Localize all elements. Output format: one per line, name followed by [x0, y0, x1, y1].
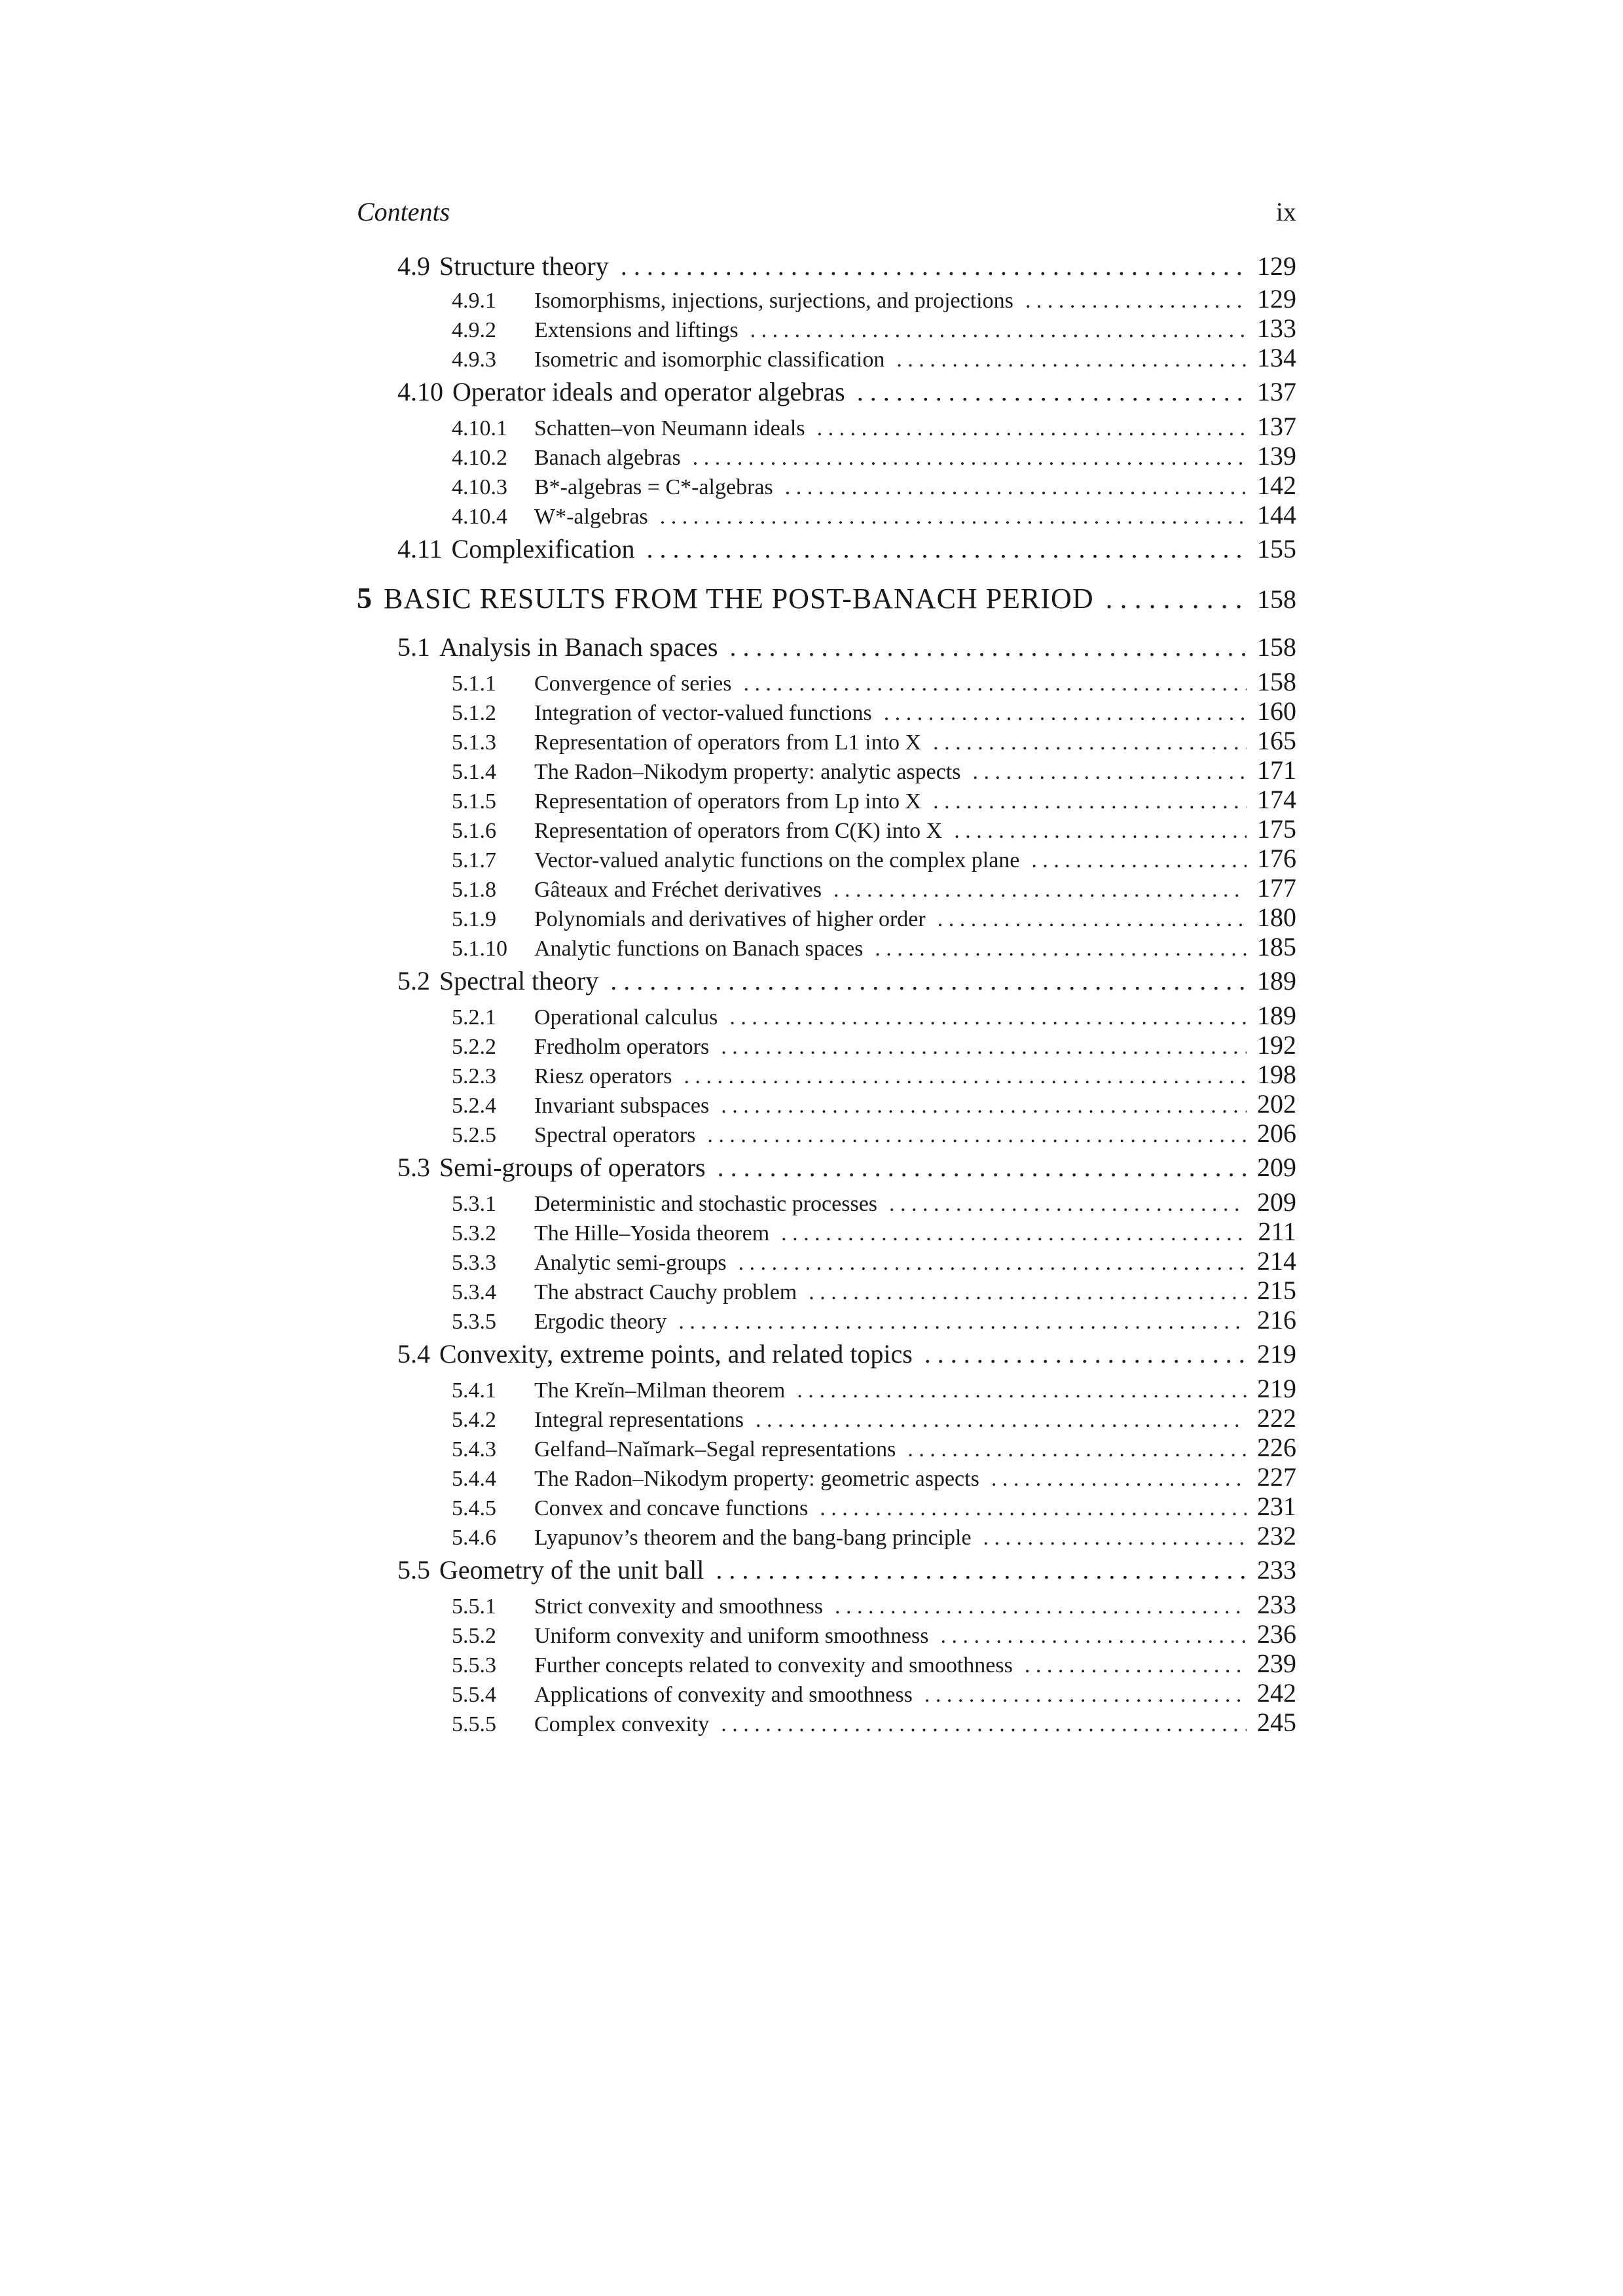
entry-number: 5.4.2 [452, 1408, 496, 1432]
running-title: Contents [357, 197, 450, 226]
toc-subsection-entry[interactable] [357, 441, 1296, 471]
entry-page-number: 185 [1257, 932, 1296, 961]
entry-page-number: 233 [1257, 1555, 1296, 1585]
entry-number: 5.4 [397, 1339, 430, 1369]
dot-leader [684, 1062, 1247, 1091]
entry-page-number: 189 [1257, 1001, 1296, 1030]
entry-number: 5.4.4 [452, 1467, 496, 1491]
dot-leader [729, 628, 1247, 667]
entry-page-number: 236 [1257, 1619, 1296, 1649]
entry-page-number: 160 [1257, 696, 1296, 726]
dot-leader [721, 1710, 1247, 1739]
entry-title: Fredholm operators [534, 1035, 710, 1059]
dot-leader [660, 502, 1247, 531]
entry-number: 5.1.3 [452, 730, 496, 755]
entry-page-number: 233 [1257, 1590, 1296, 1619]
entry-title: The Radon–Nikodym property: analytic aspects [534, 760, 961, 784]
entry-title: Further concepts related to convexity and smoothness [534, 1653, 1013, 1677]
dot-leader [896, 345, 1247, 374]
entry-number: 4.10 [397, 377, 443, 406]
entry-page-number: 192 [1257, 1030, 1296, 1060]
entry-page-number: 227 [1257, 1462, 1296, 1492]
entry-number: 5.2.3 [452, 1064, 496, 1088]
toc-subsection-entry[interactable] [357, 1403, 1296, 1433]
entry-title: BASIC RESULTS FROM THE POST-BANACH PERIOD [384, 583, 1094, 615]
entry-number: 5.4.3 [452, 1437, 496, 1462]
entry-number: 4.9.1 [452, 289, 496, 313]
entry-title: Representation of operators from Lp into X [534, 789, 922, 814]
entry-number: 5.3.5 [452, 1310, 496, 1334]
toc-subsection-entry[interactable] [357, 1217, 1296, 1246]
dot-leader [718, 1148, 1247, 1187]
toc-subsection-entry[interactable] [357, 1276, 1296, 1305]
entry-title: Riesz operators [534, 1064, 672, 1088]
entry-title: Convergence of series [534, 672, 732, 696]
entry-page-number: 158 [1257, 584, 1296, 614]
toc-subsection-entry[interactable] [357, 755, 1296, 785]
dot-leader [621, 249, 1247, 284]
entry-number: 5.3.2 [452, 1221, 496, 1246]
dot-leader [833, 875, 1247, 905]
entry-title: Banach algebras [534, 446, 681, 470]
toc-subsection-entry[interactable] [357, 1089, 1296, 1119]
toc-subsection-entry[interactable] [357, 412, 1296, 441]
entry-number: 5.1.8 [452, 878, 496, 902]
dot-leader [785, 473, 1247, 502]
entry-title: The abstract Cauchy problem [534, 1280, 797, 1304]
toc-subsection-entry[interactable] [357, 1649, 1296, 1678]
toc-subsection-entry[interactable] [357, 1678, 1296, 1708]
entry-page-number: 139 [1257, 441, 1296, 471]
entry-page-number: 226 [1257, 1433, 1296, 1462]
toc-subsection-entry[interactable] [357, 1492, 1296, 1521]
entry-page-number: 129 [1257, 251, 1296, 281]
entry-page-number: 242 [1257, 1678, 1296, 1708]
entry-title: Operational calculus [534, 1005, 718, 1030]
toc-subsection-entry[interactable] [357, 1590, 1296, 1619]
dot-leader [781, 1219, 1247, 1248]
toc-subsection-entry[interactable] [357, 785, 1296, 814]
entry-title: Ergodic theory [534, 1310, 667, 1334]
entry-number: 5.1.9 [452, 907, 496, 931]
entry-number: 5.1 [397, 632, 430, 662]
entry-number: 5.1.7 [452, 848, 496, 872]
entry-title: The Radon–Nikodym property: geometric aspects [534, 1467, 979, 1491]
entry-title: Isomorphisms, injections, surjections, and projections [534, 289, 1013, 313]
toc-subsection-entry[interactable] [357, 1708, 1296, 1737]
toc-subsection-entry[interactable] [357, 873, 1296, 903]
dot-leader [721, 1091, 1247, 1121]
entry-number: 4.9 [397, 251, 430, 281]
dot-leader [973, 757, 1247, 787]
entry-number: 4.11 [397, 534, 443, 564]
entry-page-number: 214 [1257, 1246, 1296, 1276]
entry-number: 5 [357, 581, 372, 615]
dot-leader [938, 905, 1247, 934]
entry-number: 4.10.4 [452, 505, 507, 529]
entry-page-number: 231 [1257, 1492, 1296, 1521]
entry-title: Spectral theory [439, 966, 599, 996]
entry-number: 5.4.1 [452, 1378, 496, 1403]
entry-page-number: 134 [1257, 343, 1296, 372]
entry-page-number: 177 [1257, 873, 1296, 903]
dot-leader [933, 728, 1247, 757]
entry-title: Analytic semi-groups [534, 1251, 727, 1275]
entry-title: Deterministic and stochastic processes [534, 1192, 878, 1216]
toc-subsection-entry[interactable] [357, 284, 1296, 314]
dot-leader [756, 1405, 1247, 1435]
dot-leader [954, 816, 1247, 846]
entry-title: Geometry of the unit ball [439, 1555, 704, 1585]
entry-title: The Hille–Yosida theorem [534, 1221, 770, 1246]
toc-chapter-entry[interactable] [357, 569, 1296, 628]
entry-number: 5.3.1 [452, 1192, 496, 1216]
entry-number: 5.1.1 [452, 672, 496, 696]
entry-page-number: 209 [1257, 1187, 1296, 1217]
toc-subsection-entry[interactable] [357, 932, 1296, 961]
dot-leader [797, 1376, 1247, 1405]
entry-title: Complex convexity [534, 1712, 710, 1736]
toc-subsection-entry[interactable] [357, 1521, 1296, 1551]
dot-leader [933, 787, 1247, 816]
entry-title: W*-algebras [534, 505, 648, 529]
entry-page-number: 171 [1257, 755, 1296, 785]
entry-page-number: 165 [1257, 726, 1296, 755]
entry-title: Integration of vector-valued functions [534, 701, 872, 725]
dot-leader [889, 1189, 1247, 1219]
entry-page-number: 189 [1257, 966, 1296, 996]
entry-title: Applications of convexity and smoothness [534, 1683, 913, 1707]
toc-section-entry[interactable] [357, 249, 1296, 284]
entry-number: 5.5.5 [452, 1712, 496, 1736]
entry-number: 5.1.10 [452, 937, 507, 961]
entry-title: Gelfand–Naĭmark–Segal representations [534, 1437, 896, 1462]
toc-section-entry[interactable] [357, 529, 1296, 569]
entry-title: Spectral operators [534, 1123, 696, 1147]
entry-page-number: 137 [1257, 412, 1296, 441]
entry-number: 5.5.4 [452, 1683, 496, 1707]
entry-title: Vector-valued analytic functions on the complex plane [534, 848, 1020, 872]
toc-subsection-entry[interactable] [357, 314, 1296, 343]
entry-page-number: 215 [1257, 1276, 1296, 1305]
dot-leader [750, 315, 1247, 345]
entry-page-number: 219 [1257, 1339, 1296, 1369]
toc-subsection-entry[interactable] [357, 814, 1296, 844]
entry-number: 5.2.4 [452, 1094, 496, 1118]
entry-page-number: 158 [1257, 667, 1296, 696]
toc-section-entry[interactable] [357, 1148, 1296, 1187]
dot-leader [646, 529, 1247, 569]
entry-title: Extensions and liftings [534, 318, 739, 342]
toc-subsection-entry[interactable] [357, 667, 1296, 696]
entry-number: 5.3 [397, 1153, 430, 1182]
entry-number: 5.3.4 [452, 1280, 496, 1304]
entry-page-number: 176 [1257, 844, 1296, 873]
entry-title: Gâteaux and Fréchet derivatives [534, 878, 822, 902]
dot-leader [1031, 846, 1247, 875]
dot-leader [875, 934, 1247, 963]
entry-number: 5.2.5 [452, 1123, 496, 1147]
dot-leader [991, 1464, 1247, 1494]
contents-page [357, 196, 1296, 1737]
running-header [357, 196, 1296, 249]
entry-number: 5.5.2 [452, 1624, 496, 1648]
entry-page-number: 222 [1257, 1403, 1296, 1433]
entry-page-number: 158 [1257, 632, 1296, 662]
table-of-contents [357, 249, 1296, 1737]
dot-leader [1106, 569, 1247, 628]
entry-page-number: 209 [1257, 1153, 1296, 1182]
entry-title: Operator ideals and operator algebras [452, 377, 845, 406]
entry-page-number: 174 [1257, 785, 1296, 814]
entry-title: B*-algebras = C*-algebras [534, 475, 773, 499]
toc-subsection-entry[interactable] [357, 1246, 1296, 1276]
toc-section-entry[interactable] [357, 1551, 1296, 1590]
page-number: ix [1275, 197, 1296, 226]
dot-leader [721, 1032, 1247, 1062]
entry-title: Semi-groups of operators [439, 1153, 706, 1182]
toc-section-entry[interactable] [357, 372, 1296, 412]
entry-number: 5.5.1 [452, 1594, 496, 1619]
entry-page-number: 144 [1257, 500, 1296, 529]
entry-title: Convex and concave functions [534, 1496, 809, 1520]
toc-subsection-entry[interactable] [357, 1119, 1296, 1148]
dot-leader [739, 1248, 1247, 1278]
entry-number: 5.5 [397, 1555, 430, 1585]
toc-subsection-entry[interactable] [357, 1619, 1296, 1649]
toc-subsection-entry[interactable] [357, 1462, 1296, 1492]
entry-number: 5.4.6 [452, 1526, 496, 1550]
entry-page-number: 216 [1257, 1305, 1296, 1335]
toc-subsection-entry[interactable] [357, 343, 1296, 372]
dot-leader [924, 1680, 1247, 1710]
dot-leader [610, 961, 1247, 1001]
entry-page-number: 211 [1258, 1217, 1296, 1246]
dot-leader [809, 1278, 1247, 1307]
dot-leader [707, 1121, 1247, 1150]
toc-subsection-entry[interactable] [357, 1030, 1296, 1060]
entry-title: Uniform convexity and uniform smoothness [534, 1624, 929, 1648]
toc-subsection-entry[interactable] [357, 500, 1296, 529]
entry-page-number: 202 [1257, 1089, 1296, 1119]
entry-page-number: 245 [1257, 1708, 1296, 1737]
entry-number: 4.9.2 [452, 318, 496, 342]
dot-leader [983, 1523, 1247, 1552]
dot-leader [678, 1307, 1247, 1336]
entry-number: 5.4.5 [452, 1496, 496, 1520]
dot-leader [884, 698, 1247, 728]
entry-number: 5.2.2 [452, 1035, 496, 1059]
entry-number: 5.2.1 [452, 1005, 496, 1030]
dot-leader [924, 1335, 1247, 1374]
toc-section-entry[interactable] [357, 961, 1296, 1001]
entry-number: 4.10.3 [452, 475, 507, 499]
toc-subsection-entry[interactable] [357, 844, 1296, 873]
dot-leader [729, 1003, 1247, 1032]
entry-title: Invariant subspaces [534, 1094, 710, 1118]
dot-leader [817, 414, 1247, 443]
toc-subsection-entry[interactable] [357, 471, 1296, 500]
entry-page-number: 133 [1257, 314, 1296, 343]
entry-number: 5.2 [397, 966, 430, 996]
entry-page-number: 155 [1257, 534, 1296, 564]
entry-title: Convexity, extreme points, and related topics [439, 1339, 913, 1369]
dot-leader [1025, 1651, 1247, 1680]
toc-subsection-entry[interactable] [357, 1187, 1296, 1217]
entry-number: 5.5.3 [452, 1653, 496, 1677]
dot-leader [693, 443, 1247, 473]
entry-page-number: 232 [1257, 1521, 1296, 1551]
entry-title: Lyapunov’s theorem and the bang-bang principle [534, 1526, 972, 1550]
entry-number: 5.1.4 [452, 760, 496, 784]
toc-subsection-entry[interactable] [357, 1060, 1296, 1089]
entry-page-number: 142 [1257, 471, 1296, 500]
entry-title: Complexification [451, 534, 635, 564]
entry-title: Representation of operators from C(K) into X [534, 819, 943, 843]
entry-page-number: 180 [1257, 903, 1296, 932]
entry-number: 4.10.1 [452, 416, 507, 440]
toc-section-entry[interactable] [357, 1335, 1296, 1374]
toc-subsection-entry[interactable] [357, 903, 1296, 932]
entry-title: Strict convexity and smoothness [534, 1594, 824, 1619]
entry-page-number: 239 [1257, 1649, 1296, 1678]
entry-title: Isometric and isomorphic classification [534, 348, 885, 372]
entry-title: Analysis in Banach spaces [439, 632, 718, 662]
toc-subsection-entry[interactable] [357, 1305, 1296, 1335]
dot-leader [716, 1551, 1247, 1590]
entry-title: Representation of operators from L1 into X [534, 730, 922, 755]
entry-page-number: 129 [1257, 284, 1296, 314]
entry-page-number: 137 [1257, 377, 1296, 406]
toc-subsection-entry[interactable] [357, 1374, 1296, 1403]
entry-title: Integral representations [534, 1408, 744, 1432]
entry-page-number: 175 [1257, 814, 1296, 844]
entry-number: 5.3.3 [452, 1251, 496, 1275]
toc-subsection-entry[interactable] [357, 1433, 1296, 1462]
entry-page-number: 198 [1257, 1060, 1296, 1089]
toc-subsection-entry[interactable] [357, 726, 1296, 755]
toc-subsection-entry[interactable] [357, 696, 1296, 726]
entry-title: Analytic functions on Banach spaces [534, 937, 864, 961]
entry-number: 5.1.6 [452, 819, 496, 843]
dot-leader [857, 372, 1247, 412]
entry-title: Polynomials and derivatives of higher order [534, 907, 926, 931]
entry-title: Structure theory [439, 251, 609, 281]
dot-leader [820, 1494, 1247, 1523]
entry-page-number: 206 [1257, 1119, 1296, 1148]
dot-leader [835, 1592, 1247, 1621]
dot-leader [743, 669, 1247, 698]
entry-page-number: 219 [1257, 1374, 1296, 1403]
entry-number: 5.1.2 [452, 701, 496, 725]
dot-leader [1025, 286, 1247, 315]
entry-number: 5.1.5 [452, 789, 496, 814]
dot-leader [907, 1435, 1247, 1464]
entry-number: 4.10.2 [452, 446, 507, 470]
entry-title: The Kreĭn–Milman theorem [534, 1378, 786, 1403]
entry-number: 4.9.3 [452, 348, 496, 372]
entry-title: Schatten–von Neumann ideals [534, 416, 805, 440]
dot-leader [940, 1621, 1247, 1651]
toc-subsection-entry[interactable] [357, 1001, 1296, 1030]
toc-section-entry[interactable] [357, 628, 1296, 667]
